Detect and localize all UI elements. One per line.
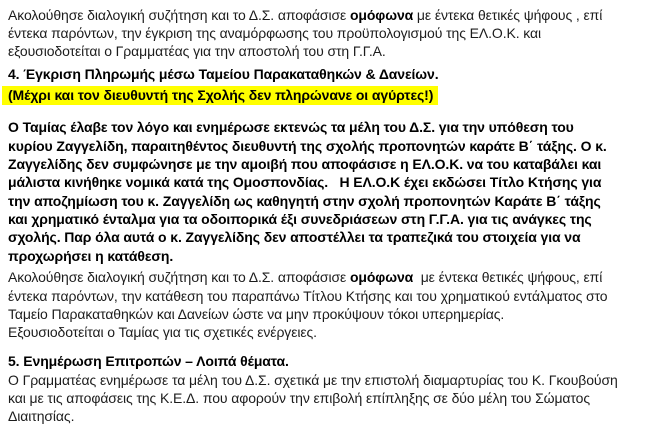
text-line bbox=[8, 6, 663, 24]
section-4-heading: 4. Έγκριση Πληρωμής μέσω Ταμείου Παρακαταθηκών & Δανείων. bbox=[8, 66, 439, 83]
text-line: Διαιτησίας. bbox=[8, 408, 75, 425]
paragraph-deposit-decision bbox=[8, 268, 663, 341]
text-line: έντεκα παρόντων, την έγκριση της αναμόρφωσης του προϋπολογισμού της ΕΛ.Ο.Κ. και bbox=[8, 24, 542, 41]
unanimous-bold-text: ομόφωνα bbox=[349, 269, 414, 286]
text-segment: με έντεκα θετικές ψήφους, επί bbox=[413, 269, 603, 286]
text-line: εξουσιοδοτείται ο Γραμματέας για την αποστολή του στη Γ.Γ.Α. bbox=[8, 43, 386, 60]
text-line: έντεκα παρόντων, την κατάθεση του παραπάνω Τίτλου Κτήσης και του χρηματικού εντάλματος στο bbox=[8, 287, 608, 304]
text-line: και με τις αποφάσεις της Κ.Ε.Δ. που αφορούν την επιβολή επίπληξης σε δύο μέλη του Σώματος bbox=[8, 390, 590, 407]
highlighted-note-line bbox=[8, 86, 663, 104]
text-line: Εξουσιοδοτείται ο Ταμίας για τις σχετικές ενέργειες. bbox=[8, 324, 317, 341]
text-segment: με έντεκα θετικές ψήφους , επί bbox=[413, 6, 603, 23]
text-line: σχολής. Παρ όλα αυτά ο κ. Ζαγγελίδης δεν αποστέλλει τα τραπεζικά του στοιχεία για να bbox=[8, 229, 581, 246]
text-segment: Ακολούθησε διαλογική συζήτηση και το Δ.Σ. αποφάσισε bbox=[8, 269, 350, 286]
text-line: και χρηματικό ένταλμα για τα οδοιπορικά έξι συνεδριάσεων στη Γ.Γ.Α. για τις ανάγκες της bbox=[8, 210, 592, 227]
text-line: προχωρήσει η κατάθεση. bbox=[8, 247, 174, 264]
paragraph-treasurer-report bbox=[8, 118, 663, 264]
section-5-heading: 5. Ενημέρωση Επιτροπών – Λοιπά θέματα. bbox=[8, 353, 289, 370]
paragraph-committees-update bbox=[8, 371, 663, 426]
text-line bbox=[8, 268, 663, 286]
text-line: κυρίου Ζαγγελίδη, παραιτηθέντος διευθυντή της σχολής προπονητών καράτε Β΄ τάξης. Ο κ. bbox=[8, 137, 607, 154]
text-segment: Ακολούθησε διαλογική συζήτηση και το Δ.Σ. αποφάσισε bbox=[8, 6, 350, 23]
highlighted-note: (Μέχρι και τον διευθυντή της Σχολής δεν πληρώνανε οι αγύρτες!) bbox=[2, 86, 438, 104]
text-line: μάλιστα κινήθηκε νομικά κατά της Ομοσπονδίας. Η ΕΛ.Ο.Κ έχει εκδώσει Τίτλο Κτήσης για bbox=[8, 174, 602, 191]
text-line: Ο Γραμματέας ενημέρωσε τα μέλη του Δ.Σ. σχετικά με την επιστολή διαμαρτυρίας του Κ. Γκουβούση bbox=[8, 371, 618, 388]
text-line: Ταμείο Παρακαταθηκών και Δανείων ώστε να μην προκύψουν τόκοι υπερημερίας. bbox=[8, 306, 505, 323]
text-line: Ο Ταμίας έλαβε τον λόγο και ενημέρωσε εκτενώς τα μέλη του Δ.Σ. για την υπόθεση του bbox=[8, 119, 574, 136]
paragraph-budget-approval bbox=[8, 6, 663, 61]
unanimous-bold-text: ομόφωνα bbox=[349, 6, 414, 23]
text-line: Ζαγγελίδης δεν συμφώνησε με την αμοιβή που αποφάσισε η ΕΛ.Ο.Κ. να του καταβάλει και bbox=[8, 156, 602, 173]
text-line: την αποζημίωση του κ. Ζαγγελίδη ως καθηγητή στην σχολή προπονητών Καράτε Β΄ τάξης bbox=[8, 192, 601, 209]
